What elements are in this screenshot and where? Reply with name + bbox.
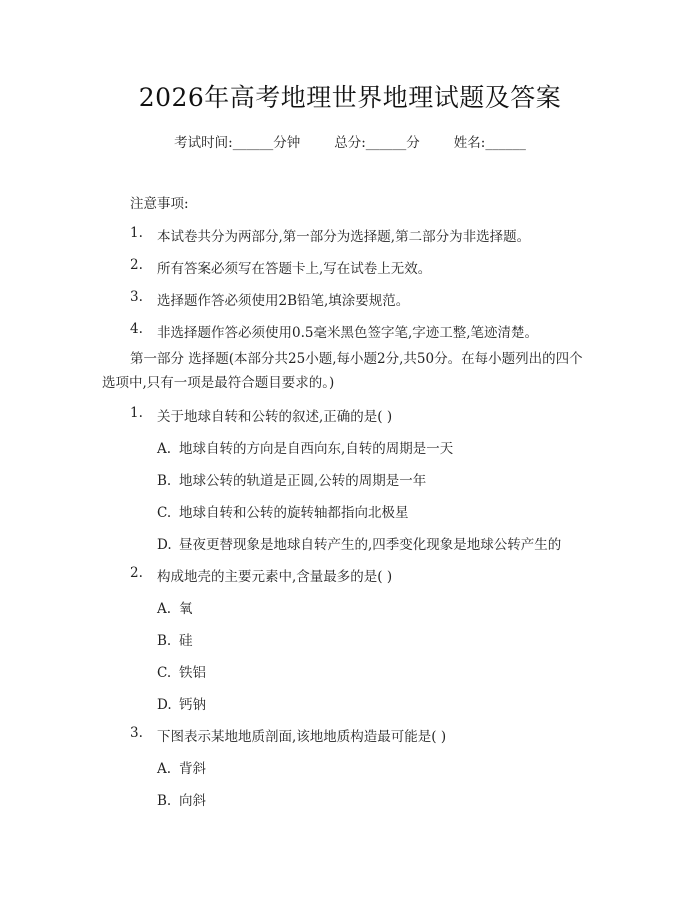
notice-item-number: 1. <box>130 225 143 241</box>
option-a: A. 背斜 <box>157 761 206 777</box>
time-label: 考试时间: <box>174 135 233 151</box>
question-number: 2. <box>130 565 143 581</box>
question-stem: 下图表示某地地质剖面,该地地质构造最可能是( ) <box>157 729 447 745</box>
score-blank: ______ <box>365 135 407 151</box>
notice-item-number: 3. <box>130 289 143 305</box>
option-a: A. 地球自转的方向是自西向东,自转的周期是一天 <box>157 441 454 457</box>
notice-item-text: 非选择题作答必须使用0.5毫米黑色签字笔,字迹工整,笔迹清楚。 <box>157 325 539 341</box>
option-b: B. 向斜 <box>157 793 206 809</box>
section-intro: 第一部分 选择题(本部分共25小题,每小题2分,共50分。在每小题列出的四个选项中,只有一项是最符合题目要求的。) <box>102 351 583 391</box>
option-b: B. 地球公转的轨道是正圆,公转的周期是一年 <box>157 473 427 489</box>
question-stem: 关于地球自转和公转的叙述,正确的是( ) <box>157 409 393 425</box>
option-b: B. 硅 <box>157 633 193 649</box>
option-c: C. 地球自转和公转的旋转轴都指向北极星 <box>157 505 409 521</box>
notice-item-text: 所有答案必须写在答题卡上,写在试卷上无效。 <box>157 261 432 277</box>
name-blank: ______ <box>485 135 526 151</box>
notice-heading: 注意事项: <box>130 196 189 212</box>
notice-item-text: 本试卷共分为两部分,第一部分为选择题,第二部分为非选择题。 <box>157 229 531 245</box>
option-c: C. 铁铝 <box>157 665 206 681</box>
exam-info-line <box>0 131 700 151</box>
time-unit: 分钟 <box>273 135 301 151</box>
option-d: D. 昼夜更替现象是地球自转产生的,四季变化现象是地球公转产生的 <box>157 537 562 553</box>
score-label: 总分: <box>334 135 366 151</box>
question-number: 1. <box>130 405 143 421</box>
time-blank: ______ <box>232 135 274 151</box>
option-a: A. 氧 <box>157 601 193 617</box>
question-stem: 构成地壳的主要元素中,含量最多的是( ) <box>157 569 393 585</box>
notice-item-text: 选择题作答必须使用2B铅笔,填涂要规范。 <box>157 293 410 309</box>
option-d: D. 钙钠 <box>157 697 206 713</box>
notice-item-number: 2. <box>130 257 143 273</box>
page-title: 2026年高考地理世界地理试题及答案 <box>138 83 562 112</box>
name-label: 姓名: <box>453 135 486 151</box>
question-number: 3. <box>130 725 143 741</box>
notice-item-number: 4. <box>130 321 143 337</box>
score-unit: 分 <box>406 135 420 151</box>
